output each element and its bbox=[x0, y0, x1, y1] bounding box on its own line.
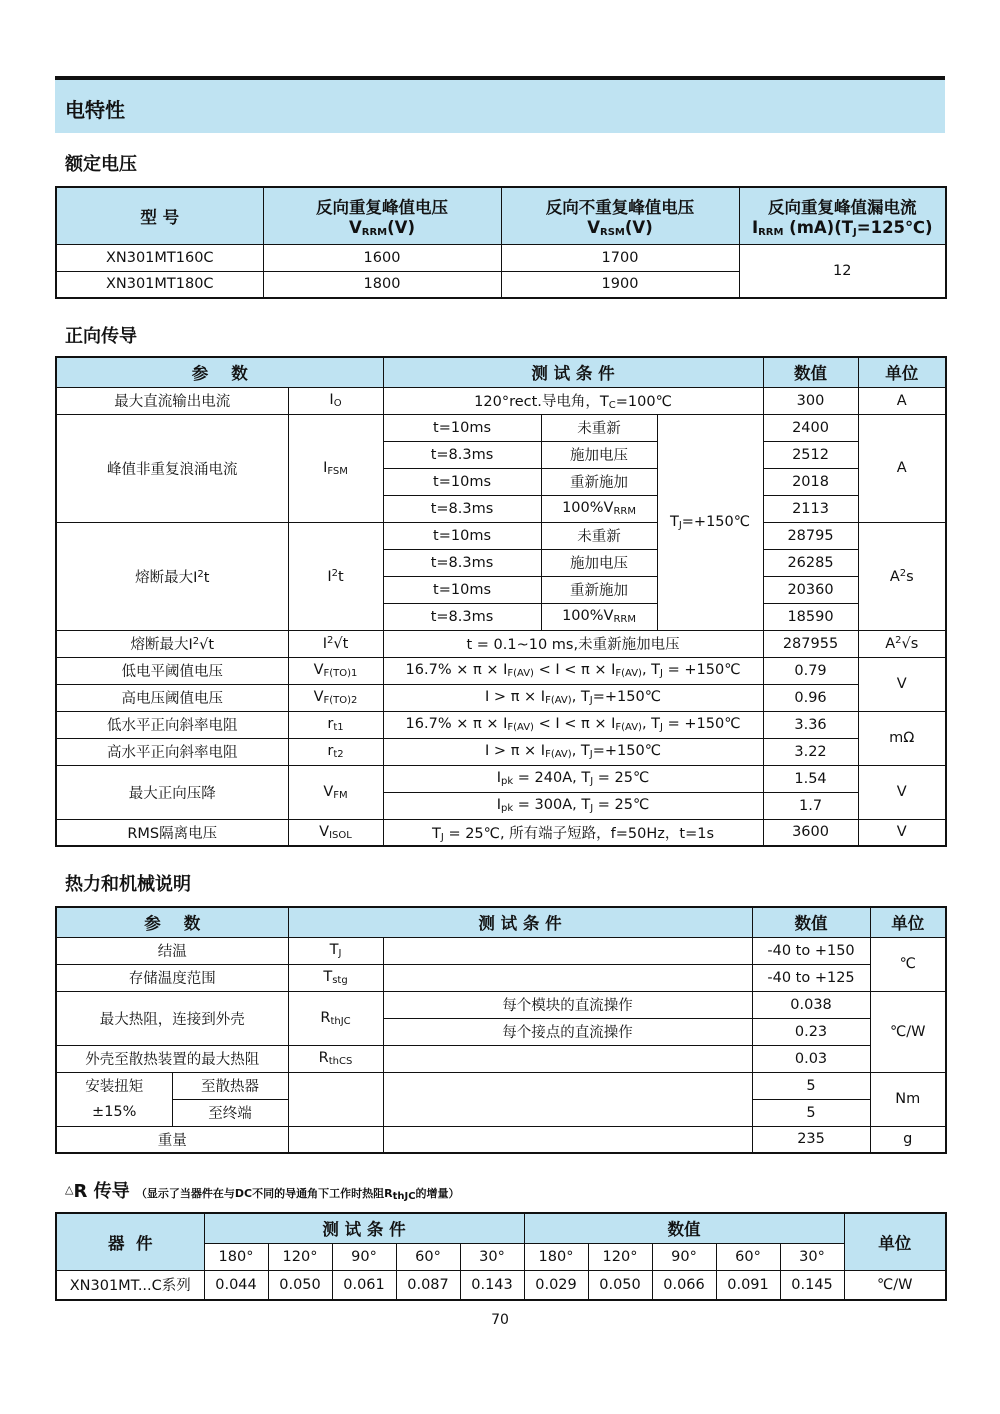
value-cell: 1.54 bbox=[763, 765, 858, 792]
value-cell: 0.96 bbox=[763, 684, 858, 711]
time-cell: t=10ms bbox=[383, 576, 541, 603]
condition-cell bbox=[383, 937, 752, 964]
param-name: 高水平正向斜率电阻 bbox=[56, 738, 288, 765]
time-cell: t=8.3ms bbox=[383, 603, 541, 630]
vrsm-cell: 1700 bbox=[501, 244, 739, 271]
angle-cell: 60° bbox=[716, 1243, 780, 1270]
value-cell: 0.091 bbox=[716, 1270, 780, 1300]
value-cell: 28795 bbox=[763, 522, 858, 549]
value-cell: 235 bbox=[752, 1126, 870, 1153]
irrm-cell: 12 bbox=[739, 244, 946, 298]
symbol-cell: $R_{thJC}$ bbox=[288, 991, 383, 1045]
param-name: 结温 bbox=[56, 937, 288, 964]
table-row bbox=[56, 414, 946, 441]
value-cell: 18590 bbox=[763, 603, 858, 630]
unit-header: 单位 bbox=[870, 907, 946, 937]
table-header-row bbox=[56, 907, 946, 937]
delta-icon: △ bbox=[65, 1183, 74, 1196]
table-header-row bbox=[56, 187, 946, 244]
unit-cell: mΩ bbox=[858, 711, 946, 765]
condition-cell: $I > \pi \times I_{F(AV)}$, $T_J=+150℃$ bbox=[383, 684, 763, 711]
param-name: 存储温度范围 bbox=[56, 964, 288, 991]
symbol-cell: $r_{t2}$ bbox=[288, 738, 383, 765]
angle-cell: 180° bbox=[524, 1243, 588, 1270]
unit-cell: ℃/W bbox=[870, 991, 946, 1072]
value-cell: 5 bbox=[752, 1072, 870, 1099]
torque-target: 至终端 bbox=[172, 1099, 288, 1126]
symbol-cell: $r_{t1}$ bbox=[288, 711, 383, 738]
forward-conduction-table bbox=[55, 356, 947, 847]
unit-cell: A bbox=[858, 387, 946, 414]
irrm-header: 反向重复峰值漏电流 $I_{RRM}$ $(mA)(T_J=125℃)$ bbox=[739, 187, 946, 244]
condition-cell: 每个接点的直流操作 bbox=[383, 1018, 752, 1045]
value-cell: 2512 bbox=[763, 441, 858, 468]
section-header-band bbox=[55, 80, 945, 133]
time-cell: t=8.3ms bbox=[383, 495, 541, 522]
value-cell: 300 bbox=[763, 387, 858, 414]
value-cell: -40 to +150 bbox=[752, 937, 870, 964]
angle-cell: 60° bbox=[396, 1243, 460, 1270]
param-name: RMS隔离电压 bbox=[56, 819, 288, 846]
apply-cell: 施加电压 bbox=[541, 549, 657, 576]
unit-cell: Nm bbox=[870, 1072, 946, 1126]
symbol-cell: $T_J$ bbox=[288, 937, 383, 964]
unit-cell: $A^2√s$ bbox=[858, 630, 946, 657]
table-row bbox=[56, 1072, 946, 1099]
time-cell: t=10ms bbox=[383, 468, 541, 495]
vrrm-cell: 1800 bbox=[263, 271, 501, 298]
symbol-cell: $I_{FSM}$ bbox=[288, 414, 383, 522]
condition-cell: $I_{pk} = 300A$, $T_J$ = 25℃ bbox=[383, 792, 763, 819]
value-cell: 287955 bbox=[763, 630, 858, 657]
condition-cell: 120°rect.导电角，$T_C=100℃$ bbox=[383, 387, 763, 414]
unit-header: 单位 bbox=[844, 1213, 946, 1270]
vrsm-header: 反向不重复峰值电压 $V_{RSM}(V)$ bbox=[501, 187, 739, 244]
param-name: 熔断最大$I^2√t$ bbox=[56, 630, 288, 657]
vrrm-cell: 1600 bbox=[263, 244, 501, 271]
value-cell: 0.79 bbox=[763, 657, 858, 684]
apply-cell: 重新施加 bbox=[541, 468, 657, 495]
value-cell: 3600 bbox=[763, 819, 858, 846]
model-cell: XN301MT160C bbox=[56, 244, 263, 271]
symbol-cell: $I_O$ bbox=[288, 387, 383, 414]
value-cell: 0.145 bbox=[780, 1270, 844, 1300]
value-header: 数值 bbox=[524, 1213, 844, 1243]
value-header: 数值 bbox=[763, 357, 858, 387]
angle-cell: 120° bbox=[588, 1243, 652, 1270]
delta-r-title: △R 传导 （显示了当器件在与DC不同的导通角下工作时热阻$R_{thJC}$的增量） bbox=[65, 1181, 460, 1202]
symbol-cell: $V_{F(TO)1}$ bbox=[288, 657, 383, 684]
param-header: 参 数 bbox=[56, 907, 288, 937]
value-cell: 26285 bbox=[763, 549, 858, 576]
param-name: 高电压阈值电压 bbox=[56, 684, 288, 711]
table-row bbox=[56, 991, 946, 1018]
condition-header: 测 试 条 件 bbox=[204, 1213, 524, 1243]
table-row bbox=[56, 964, 946, 991]
table-row bbox=[56, 1126, 946, 1153]
angle-cell: 180° bbox=[204, 1243, 268, 1270]
value-cell: 1.7 bbox=[763, 792, 858, 819]
value-cell: 0.050 bbox=[268, 1270, 332, 1300]
unit-cell: $A^2s$ bbox=[858, 522, 946, 630]
param-name: 最大正向压降 bbox=[56, 765, 288, 819]
condition-cell: $I > \pi \times I_{F(AV)}$, $T_J=+150℃$ bbox=[383, 738, 763, 765]
value-cell: 0.23 bbox=[752, 1018, 870, 1045]
value-header: 数值 bbox=[752, 907, 870, 937]
symbol-cell bbox=[288, 1126, 383, 1153]
unit-cell: V bbox=[858, 819, 946, 846]
unit-cell: g bbox=[870, 1126, 946, 1153]
time-cell: t=8.3ms bbox=[383, 441, 541, 468]
unit-cell: A bbox=[858, 414, 946, 522]
table-row bbox=[56, 711, 946, 738]
vrsm-cell: 1900 bbox=[501, 271, 739, 298]
delta-r-table bbox=[55, 1212, 947, 1301]
table-row bbox=[56, 819, 946, 846]
table-row bbox=[56, 1045, 946, 1072]
vrrm-header: 反向重复峰值电压 $V_{RRM}(V)$ bbox=[263, 187, 501, 244]
symbol-cell bbox=[288, 1072, 383, 1126]
condition-cell bbox=[383, 1126, 752, 1153]
value-cell: 0.087 bbox=[396, 1270, 460, 1300]
angle-cell: 90° bbox=[332, 1243, 396, 1270]
model-cell: XN301MT180C bbox=[56, 271, 263, 298]
value-cell: 2018 bbox=[763, 468, 858, 495]
time-cell: t=10ms bbox=[383, 522, 541, 549]
unit-cell: ℃/W bbox=[844, 1270, 946, 1300]
param-name: ±15% bbox=[56, 1099, 172, 1126]
angle-cell: 120° bbox=[268, 1243, 332, 1270]
param-name: 最大热阻，连接到外壳 bbox=[56, 991, 288, 1045]
table-row bbox=[56, 387, 946, 414]
tj-condition-cell: $T_J=+150℃$ bbox=[657, 414, 763, 630]
model-header: 型 号 bbox=[56, 187, 263, 244]
rated-voltage-title: 额定电压 bbox=[65, 154, 137, 175]
symbol-cell: $I^2t$ bbox=[288, 522, 383, 630]
condition-cell bbox=[383, 964, 752, 991]
symbol-cell: $V_{F(TO)2}$ bbox=[288, 684, 383, 711]
apply-cell: 重新施加 bbox=[541, 576, 657, 603]
value-cell: 0.038 bbox=[752, 991, 870, 1018]
torque-target: 至散热器 bbox=[172, 1072, 288, 1099]
table-header-row bbox=[56, 357, 946, 387]
value-cell: 0.029 bbox=[524, 1270, 588, 1300]
value-cell: 3.36 bbox=[763, 711, 858, 738]
apply-cell: $100\%V_{RRM}$ bbox=[541, 603, 657, 630]
condition-cell: $T_J$ = 25℃, 所有端子短路，f=50Hz，t=1s bbox=[383, 819, 763, 846]
thermal-table bbox=[55, 906, 947, 1154]
unit-cell: V bbox=[858, 765, 946, 819]
table-row bbox=[56, 1270, 946, 1300]
param-name: 低水平正向斜率电阻 bbox=[56, 711, 288, 738]
unit-header: 单位 bbox=[858, 357, 946, 387]
symbol-cell: $V_{ISOL}$ bbox=[288, 819, 383, 846]
value-cell: 3.22 bbox=[763, 738, 858, 765]
page-title: 电特性 bbox=[65, 98, 125, 122]
apply-cell: 施加电压 bbox=[541, 441, 657, 468]
value-cell: -40 to +125 bbox=[752, 964, 870, 991]
condition-cell bbox=[383, 1072, 752, 1126]
param-name: 外壳至散热装置的最大热阻 bbox=[56, 1045, 288, 1072]
angle-cell: 90° bbox=[652, 1243, 716, 1270]
page-number: 70 bbox=[491, 1312, 509, 1328]
delta-r-note: （显示了当器件在与DC不同的导通角下工作时热阻$R_{thJC}$的增量） bbox=[135, 1187, 460, 1202]
angle-cell: 30° bbox=[780, 1243, 844, 1270]
table-row bbox=[56, 684, 946, 711]
condition-cell: $I_{pk} = 240A$, $T_J$ = 25℃ bbox=[383, 765, 763, 792]
table-row bbox=[56, 522, 946, 549]
unit-cell: V bbox=[858, 657, 946, 711]
condition-cell: $16.7\% \times \pi \times I_{F(AV)} < I < \pi \times I_{F(AV)}$, $T_J$ = +150℃ bbox=[383, 711, 763, 738]
thermal-title: 热力和机械说明 bbox=[65, 874, 191, 895]
rated-voltage-table bbox=[55, 186, 947, 299]
param-name: 熔断最大$I^2t$ bbox=[56, 522, 288, 630]
condition-cell: t = 0.1~10 ms,未重新施加电压 bbox=[383, 630, 763, 657]
apply-cell: 未重新 bbox=[541, 414, 657, 441]
condition-header: 测 试 条 件 bbox=[383, 357, 763, 387]
param-name: 重量 bbox=[56, 1126, 288, 1153]
device-cell: XN301MT...C系列 bbox=[56, 1270, 204, 1300]
value-cell: 0.03 bbox=[752, 1045, 870, 1072]
condition-header: 测 试 条 件 bbox=[288, 907, 752, 937]
value-cell: 0.066 bbox=[652, 1270, 716, 1300]
value-cell: 2400 bbox=[763, 414, 858, 441]
param-name: 低电平阈值电压 bbox=[56, 657, 288, 684]
table-row bbox=[56, 657, 946, 684]
unit-cell: ℃ bbox=[870, 937, 946, 991]
table-row bbox=[56, 630, 946, 657]
value-cell: 0.061 bbox=[332, 1270, 396, 1300]
table-row bbox=[56, 244, 946, 271]
device-header: 器 件 bbox=[56, 1213, 204, 1270]
value-cell: 2113 bbox=[763, 495, 858, 522]
time-cell: t=10ms bbox=[383, 414, 541, 441]
table-row bbox=[56, 765, 946, 792]
symbol-cell: $I^2√t$ bbox=[288, 630, 383, 657]
forward-conduction-title: 正向传导 bbox=[65, 326, 137, 347]
apply-cell: $100\%V_{RRM}$ bbox=[541, 495, 657, 522]
condition-cell: $16.7\% \times \pi \times I_{F(AV)} < I < \pi \times I_{F(AV)}$, $T_J$ = +150℃ bbox=[383, 657, 763, 684]
time-cell: t=8.3ms bbox=[383, 549, 541, 576]
condition-cell: 每个模块的直流操作 bbox=[383, 991, 752, 1018]
value-cell: 5 bbox=[752, 1099, 870, 1126]
symbol-cell: $V_{FM}$ bbox=[288, 765, 383, 819]
value-cell: 20360 bbox=[763, 576, 858, 603]
value-cell: 0.044 bbox=[204, 1270, 268, 1300]
param-header: 参 数 bbox=[56, 357, 383, 387]
value-cell: 0.143 bbox=[460, 1270, 524, 1300]
param-name: 最大直流输出电流 bbox=[56, 387, 288, 414]
table-row bbox=[56, 937, 946, 964]
table-header-row bbox=[56, 1213, 946, 1243]
param-name: 峰值非重复浪涌电流 bbox=[56, 414, 288, 522]
angle-cell: 30° bbox=[460, 1243, 524, 1270]
symbol-cell: $R_{thCS}$ bbox=[288, 1045, 383, 1072]
apply-cell: 未重新 bbox=[541, 522, 657, 549]
param-name: 安装扭矩 bbox=[56, 1072, 172, 1099]
table-row bbox=[56, 738, 946, 765]
value-cell: 0.050 bbox=[588, 1270, 652, 1300]
condition-cell bbox=[383, 1045, 752, 1072]
symbol-cell: $T_{stg}$ bbox=[288, 964, 383, 991]
